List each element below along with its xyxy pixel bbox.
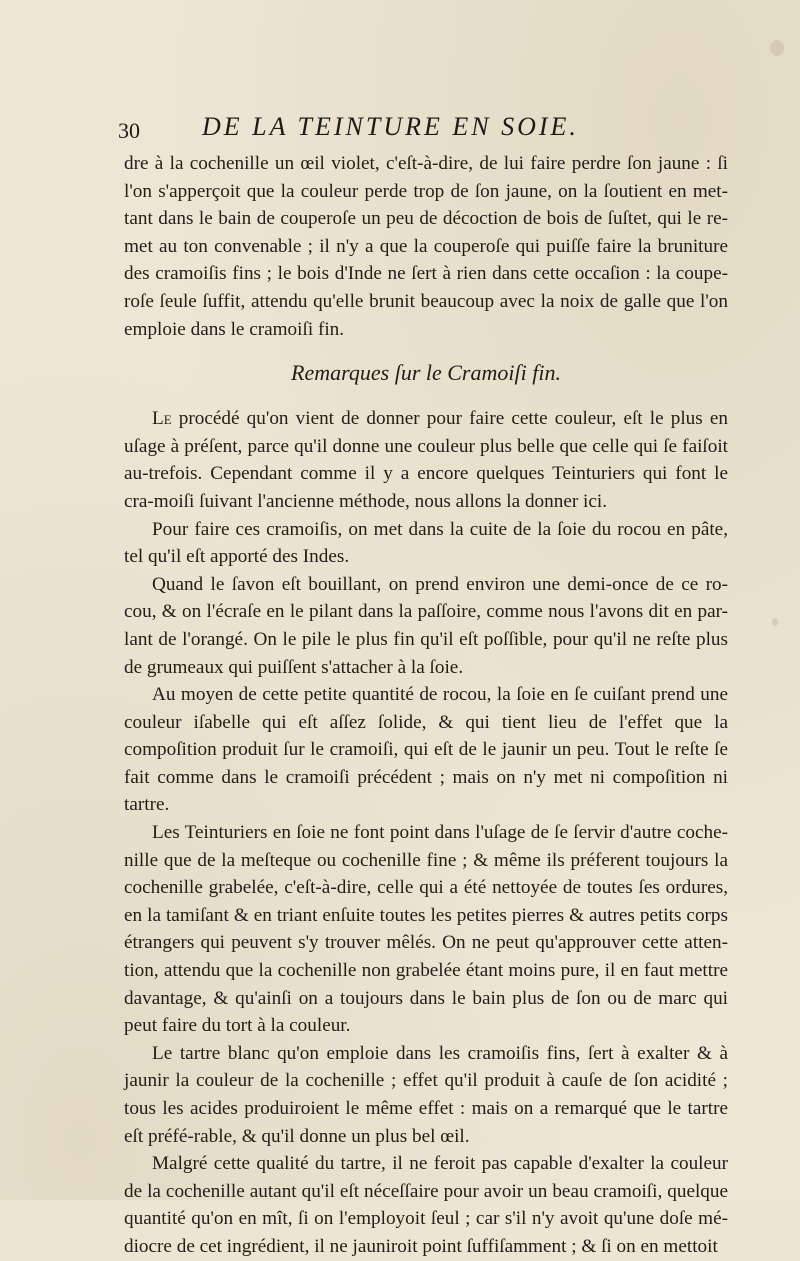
paragraph-text: procédé qu'on vient de donner pour faire cette couleur, eſt le plus en uſage à préſent, parce qu'il donne une couleur plus belle que celle qui ſe faiſoit au-trefois. Cependant comme il y a encore quelques Teinturiers qui font le cra-moiſi ſuivant l'ancienne méthode, nous allons la donner ici. <box>124 408 728 512</box>
paper-stain <box>770 40 784 56</box>
running-title-end: SOIE. <box>501 112 579 141</box>
section-heading: Remarques ſur le Cramoiſi fin. <box>291 360 561 386</box>
paper-stain <box>772 618 778 626</box>
paragraph: Au moyen de cette petite quantité de rocou, la ſoie en ſe cuiſant prend une couleur iſabelle qui eſt aſſez ſolide, & qui tient lieu de l'effet que la compoſition produit ſur le cramoiſi, qui eſt de le jaunir un peu. Tout le reſte ſe fait comme dans le cramoiſi précédent ; mais on n'y met ni compoſition ni tartre. <box>124 684 728 816</box>
page-number: 30 <box>118 118 140 143</box>
running-title <box>202 112 579 142</box>
paragraph: dre à la cochenille un œil violet, c'eſt-à-dire, de lui faire perdre ſon jaune : ſi l'on s'apperçoit que la couleur perde trop de ſon jaune, on la ſoutient en met-tant dans le bain de couperoſe un peu de décoction de bois de ſuſtet, qui le re-met au ton convenable ; il n'y a que la couperoſe qui puiſſe faire la bruniture des cramoiſis fins ; le bois d'Inde ne ſert à rien dans cette occaſion : la coupe-roſe ſeule ſuffit, attendu qu'elle brunit beaucoup avec la noix de galle que l'on emploie dans le cramoiſi fin. <box>124 153 728 340</box>
page-header <box>118 110 738 150</box>
paragraph: Malgré cette qualité du tartre, il ne feroit pas capable d'exalter la couleur de la cochenille autant qu'il eſt néceſſaire pour avoir un beau cramoiſi, quelque quantité qu'on en mît, ſi on l'employoit ſeul ; car s'il n'y avoit qu'une doſe mé-diocre de cet ingrédient, il ne jauniroit point ſuffiſamment ; & ſi on en mettoit <box>124 1153 728 1257</box>
body-text <box>124 150 728 1261</box>
paragraph <box>124 405 728 515</box>
paragraph: Le tartre blanc qu'on emploie dans les cramoiſis fins, ſert à exalter & à jaunir la couleur de la cochenille ; effet qu'il produit à cauſe de ſon acidité ; tous les acides produiroient le même effet : mais on a remarqué que le tartre eſt préfé-rable, & qu'il donne un plus bel œil. <box>124 1042 728 1147</box>
running-title-main: DE LA TEINTURE EN <box>202 112 502 141</box>
paragraph-lead-word: Le <box>152 408 172 430</box>
paragraph: Quand le ſavon eſt bouillant, on prend environ une demi-once de ce ro-cou, & on l'écraſe en le pilant dans la paſſoire, comme nous l'avons dit en par-lant de l'orangé. On le pile le plus fin qu'il eſt poſſible, pour qu'il ne reſte plus de grumeaux qui puiſſent s'attacher à la ſoie. <box>124 573 728 678</box>
paragraph: Les Teinturiers en ſoie ne font point dans l'uſage de ſe ſervir d'autre coche-nille que de la meſteque ou cochenille fine ; & même ils préferent toujours la cochenille grabelée, c'eſt-à-dire, celle qui a été nettoyée de toutes ſes ordures, en la tamiſant & en triant enſuite toutes les petites pierres & autres petits corps étrangers qui peuvent s'y trouver mêlés. On ne peut qu'approuver cette atten-tion, attendu que la cochenille non grabelée étant moins pure, il en faut mettre davantage, & qu'ainſi on a toujours dans le bain plus de ſon ou de marc qui peut faire du tort à la couleur. <box>124 822 728 1037</box>
paragraph: Pour faire ces cramoiſis, on met dans la cuite de la ſoie du rocou en pâte, tel qu'il eſt apporté des Indes. <box>124 518 728 568</box>
